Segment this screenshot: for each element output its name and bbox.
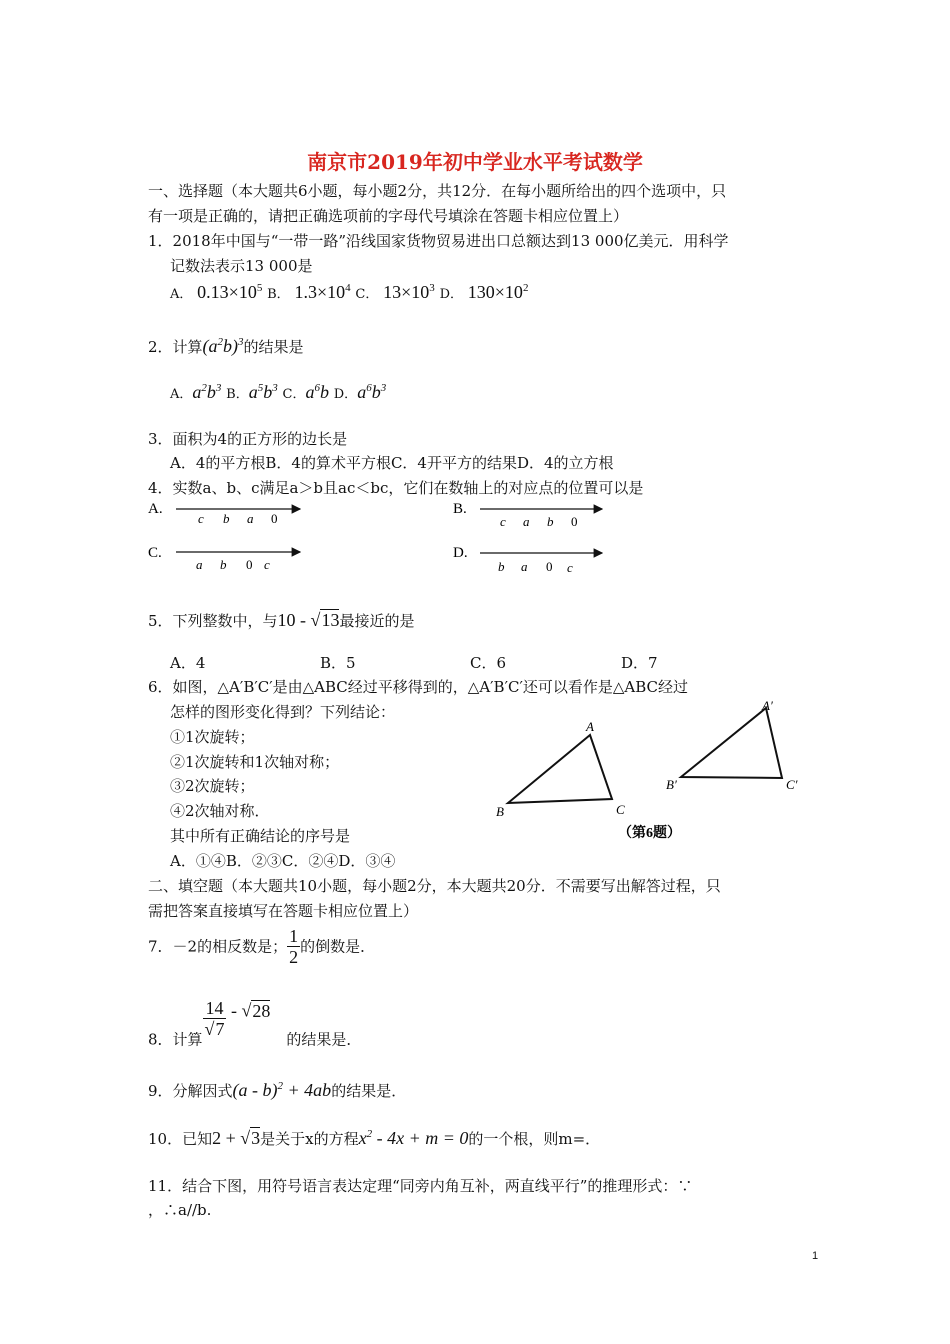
q10-equation: $x^2 - 4x + m = 0$ [358,1128,469,1148]
q6-item-2: ②1次旋转和1次轴对称； [170,753,340,771]
q8-stem: 8．计算 $\frac{14}{√7}$ - √28的结果是． [148,998,362,1049]
q2-options: A．$a^2b^3$ B．$a^5b^3$ C．$a^6b$ D．$a^6b^3$ [170,382,387,402]
q2-expression: $(a^2b)^3$ [202,336,244,356]
q4-number-lines [140,495,610,580]
q11-line1: 11．结合下图，用符号语言表达定理“同旁内角互补，两直线平行”的推理形式：∵ [148,1177,693,1195]
q1-options [170,282,528,305]
q1-line1: 1．2018年中国与“一带一路”沿线国家货物贸易进出口总额达到13 000亿美元．用科学 [148,232,729,250]
q2-option-a: $a^2b^3$ [192,382,222,402]
q9-expression: (a - b)$^2$ + 4ab [232,1080,332,1100]
q8-fraction: $\frac{14}{√7}$ [204,998,225,1039]
q4-line-a-letter: A. [148,501,163,517]
q1-option-b-letter: B． [267,287,290,302]
q4-line-b-label-1: c [500,514,506,529]
q1-option-c-letter: C． [355,287,379,302]
q1-option-b: $1.3\times 10^4$ [294,282,351,302]
q4-line-c-label-3: 0 [246,557,253,572]
q6-item-4: ④2次轴对称． [170,802,270,820]
q4-line-a-label-1: c [198,511,204,526]
q4-line-b-label-2: a [523,514,530,529]
q4-line-a-label-4: 0 [271,511,278,526]
q4-line-a-label-3: a [247,511,254,526]
q4-line-c-label-4: c [264,557,270,572]
q4-line-a-label-2: b [223,511,230,526]
q7-fraction: $\frac{1}{2}$ [289,926,299,967]
q4-line-d-letter: D. [453,545,468,561]
label-c-prime: C′ [786,777,798,792]
q4-line-d-label-1: b [498,559,505,574]
q1-option-a: $0.13\times 10^5$ [197,282,263,302]
q4-line-c-label-1: a [196,557,203,572]
label-b: B [496,804,504,819]
q1-option-c: $13\times 10^3$ [383,282,435,302]
q1-option-d-letter: D． [439,287,463,302]
q4-line-d-label-2: a [521,559,528,574]
q5-stem: 5．下列整数中，与10 - √13最接近的是 [148,610,415,630]
q4-line-b-label-4: 0 [571,514,578,529]
q1-option-d: $130\times 10^2$ [467,282,529,302]
q1-option-a-letter: A． [170,287,193,302]
triangle-abc-prime [681,708,782,778]
q6-item-1: ①1次旋转； [170,728,255,746]
label-b-prime: B′ [666,777,677,792]
q2-option-d: $a^6b^3$ [357,382,387,402]
label-a-prime: A′ [762,698,773,713]
q2-stem: 2．计算$(a^2b)^3$的结果是 [148,336,304,356]
q6-options: A．①④B．②③C．②④D．③④ [170,852,396,870]
q5-option-d: D．7 [621,654,658,672]
q10-root: 2 + √3 [212,1128,261,1148]
page-title: 南京市2019年初中学业水平考试数学 [307,150,643,174]
label-a: A [586,719,594,734]
label-c: C [616,802,625,817]
page-number: 1 [812,1250,819,1262]
triangle-abc [508,735,612,803]
section1-line1: 一、选择题（本大题共6小题，每小题2分，共12分．在每小题所给出的四个选项中，只 [148,182,727,200]
q1-line2: 记数法表示13 000是 [170,257,313,275]
q4-line-b-letter: B. [453,501,467,517]
q4-line-c-letter: C. [148,545,162,561]
q6-item-3: ③2次旋转； [170,777,255,795]
q5-option-b: B．5 [320,654,356,672]
q6-figure [488,695,808,845]
q5-option-c: C．6 [470,654,507,672]
q7-stem: 7．－2的相反数是； $\frac{1}{2}$ 的倒数是． [148,926,376,967]
q4-line-d-label-4: c [567,560,573,575]
q4-stem: 4．实数a、b、c满足a＞b且ac＜bc，它们在数轴上的对应点的位置可以是 [148,479,644,497]
q6-ask: 其中所有正确结论的序号是 [170,827,351,845]
section2-line1: 二、填空题（本大题共10小题，每小题2分，本大题共20分．不需要写出解答过程，只 [148,877,721,895]
q6-line1: 6．如图，△A′B′C′是由△ABC经过平移得到的，△A′B′C′还可以看作是△ABC经过 [148,678,689,696]
q9-stem: 9．分解因式(a - b)$^2$ + 4ab的结果是． [148,1080,407,1100]
q5-expression: 10 - √13 [277,610,340,630]
q4-line-c-label-2: b [220,557,227,572]
section2-line2: 需把答案直接填写在答题卡相应位置上） [148,902,419,920]
q11-line2: ，∴a//b. [148,1201,212,1219]
figure-caption: （第6题） [618,826,681,841]
q6-line2: 怎样的图形变化得到？下列结论： [170,703,396,721]
q2-option-b: $a^5b^3$ [248,382,278,402]
q4-line-b-label-3: b [547,514,554,529]
q5-option-a: A．4 [170,654,206,672]
q4-line-d-label-3: 0 [546,559,553,574]
section1-line2: 有一项是正确的，请把正确选项前的字母代号填涂在答题卡相应位置上） [148,207,629,225]
q3-options: A．4的平方根B．4的算术平方根C．4开平方的结果D．4的立方根 [170,454,614,472]
q10-stem: 10．已知2 + √3是关于x的方程$x^2 - 4x + m = 0$的一个根，则m=． [148,1128,601,1148]
q2-option-c: $a^6b$ [305,382,329,402]
q3-stem: 3．面积为4的正方形的边长是 [148,430,348,448]
